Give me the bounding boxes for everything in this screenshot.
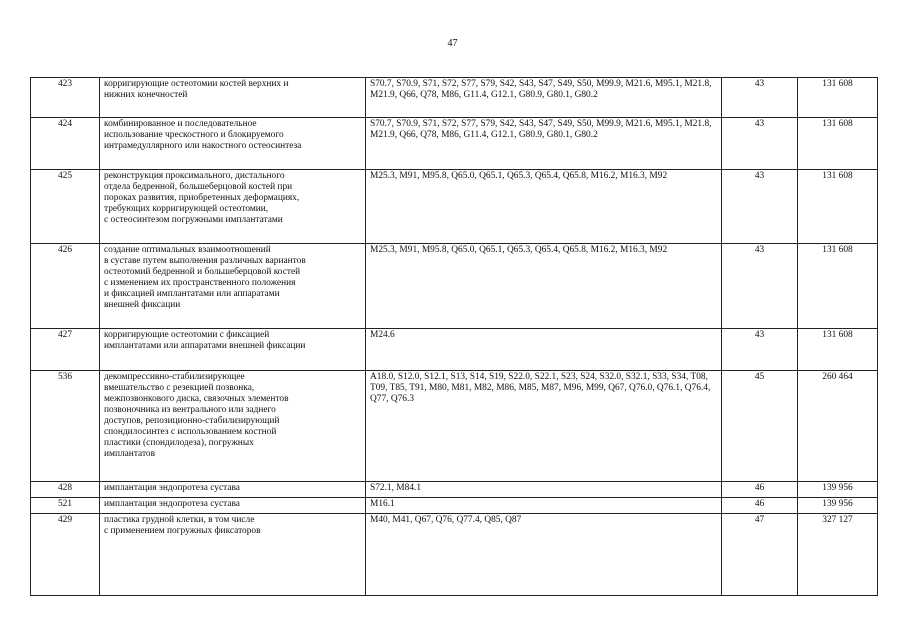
group-number: 43: [722, 244, 798, 329]
row-number: 427: [31, 329, 100, 371]
procedure-name: корригирующие остеотомии с фиксацией имплантатами или аппаратами внешней фиксации: [100, 329, 366, 371]
diagnosis-codes: S70.7, S70.9, S71, S72, S77, S79, S42, S43, S47, S49, S50, M99.9, M21.6, M95.1, M21.8, M21.9, Q66, Q78, M86, G11.4, G12.1, G80.9, G80.1, G80.2: [366, 78, 722, 118]
table-row: [31, 329, 878, 371]
group-number: 45: [722, 371, 798, 482]
diagnosis-codes: M25.3, M91, M95.8, Q65.0, Q65.1, Q65.3, Q65.4, Q65.8, M16.2, M16.3, M92: [366, 244, 722, 329]
group-number: 47: [722, 514, 798, 596]
row-number: 426: [31, 244, 100, 329]
group-number: 46: [722, 482, 798, 498]
table-row: [31, 118, 878, 170]
procedure-name: корригирующие остеотомии костей верхних и нижних конечностей: [100, 78, 366, 118]
procedures-table: [30, 77, 878, 596]
cost-value: 260 464: [798, 371, 878, 482]
procedure-name: реконструкция проксимального, дистального отдела бедренной, большеберцовой костей при пороках развития, приобретенных деформациях, требующих корригирующей остеотомии, с остеосинтезом погружными имплантатами: [100, 170, 366, 244]
group-number: 43: [722, 78, 798, 118]
procedure-name: создание оптимальных взаимоотношений в суставе путем выполнения различных вариантов остеотомий бедренной и большеберцовой костей с изменением их пространственного положения и фиксацией имплантатами или аппаратами внешней фиксации: [100, 244, 366, 329]
diagnosis-codes: S70.7, S70.9, S71, S72, S77, S79, S42, S43, S47, S49, S50, M99.9, M21.6, M95.1, M21.8, M21.9, Q66, Q78, M86, G11.4, G12.1, G80.9, G80.1, G80.2: [366, 118, 722, 170]
diagnosis-codes: M24.6: [366, 329, 722, 371]
row-number: 521: [31, 498, 100, 514]
diagnosis-codes: M25.3, M91, M95.8, Q65.0, Q65.1, Q65.3, Q65.4, Q65.8, M16.2, M16.3, M92: [366, 170, 722, 244]
diagnosis-codes: M16.1: [366, 498, 722, 514]
procedure-name: декомпрессивно-стабилизирующее вмешательство с резекцией позвонка, межпозвонкового диска, связочных элементов позвоночника из вентрального или заднего доступов, репозиционно-стабилизирующий спондилосинтез с использованием костной пластики (спондилодеза), погружных имплантатов: [100, 371, 366, 482]
cost-value: 327 127: [798, 514, 878, 596]
cost-value: 131 608: [798, 244, 878, 329]
table-row: [31, 482, 878, 498]
diagnosis-codes: S72.1, M84.1: [366, 482, 722, 498]
group-number: 46: [722, 498, 798, 514]
table-row: [31, 514, 878, 596]
group-number: 43: [722, 170, 798, 244]
procedure-name: пластика грудной клетки, в том числе с применением погружных фиксаторов: [100, 514, 366, 596]
table-row: [31, 78, 878, 118]
row-number: 423: [31, 78, 100, 118]
cost-value: 131 608: [798, 118, 878, 170]
table-row: [31, 170, 878, 244]
group-number: 43: [722, 329, 798, 371]
cost-value: 131 608: [798, 78, 878, 118]
row-number: 536: [31, 371, 100, 482]
cost-value: 131 608: [798, 170, 878, 244]
group-number: 43: [722, 118, 798, 170]
row-number: 428: [31, 482, 100, 498]
table-row: [31, 371, 878, 482]
row-number: 429: [31, 514, 100, 596]
row-number: 425: [31, 170, 100, 244]
diagnosis-codes: A18.0, S12.0, S12.1, S13, S14, S19, S22.0, S22.1, S23, S24, S32.0, S32.1, S33, S34, T08, T09, T85, T91, M80, M81, M82, M86, M85, M87, M96, M99, Q67, Q76.0, Q76.1, Q76.4, Q77, Q76.3: [366, 371, 722, 482]
procedure-name: комбинированное и последовательное использование чрескостного и блокируемого интрамедуллярного или накостного остеосинтеза: [100, 118, 366, 170]
cost-value: 139 956: [798, 498, 878, 514]
row-number: 424: [31, 118, 100, 170]
procedure-name: имплантация эндопротеза сустава: [100, 498, 366, 514]
diagnosis-codes: M40, M41, Q67, Q76, Q77.4, Q85, Q87: [366, 514, 722, 596]
cost-value: 139 956: [798, 482, 878, 498]
procedure-name: имплантация эндопротеза сустава: [100, 482, 366, 498]
page-number: 47: [447, 38, 458, 49]
table-row: [31, 498, 878, 514]
cost-value: 131 608: [798, 329, 878, 371]
table-row: [31, 244, 878, 329]
